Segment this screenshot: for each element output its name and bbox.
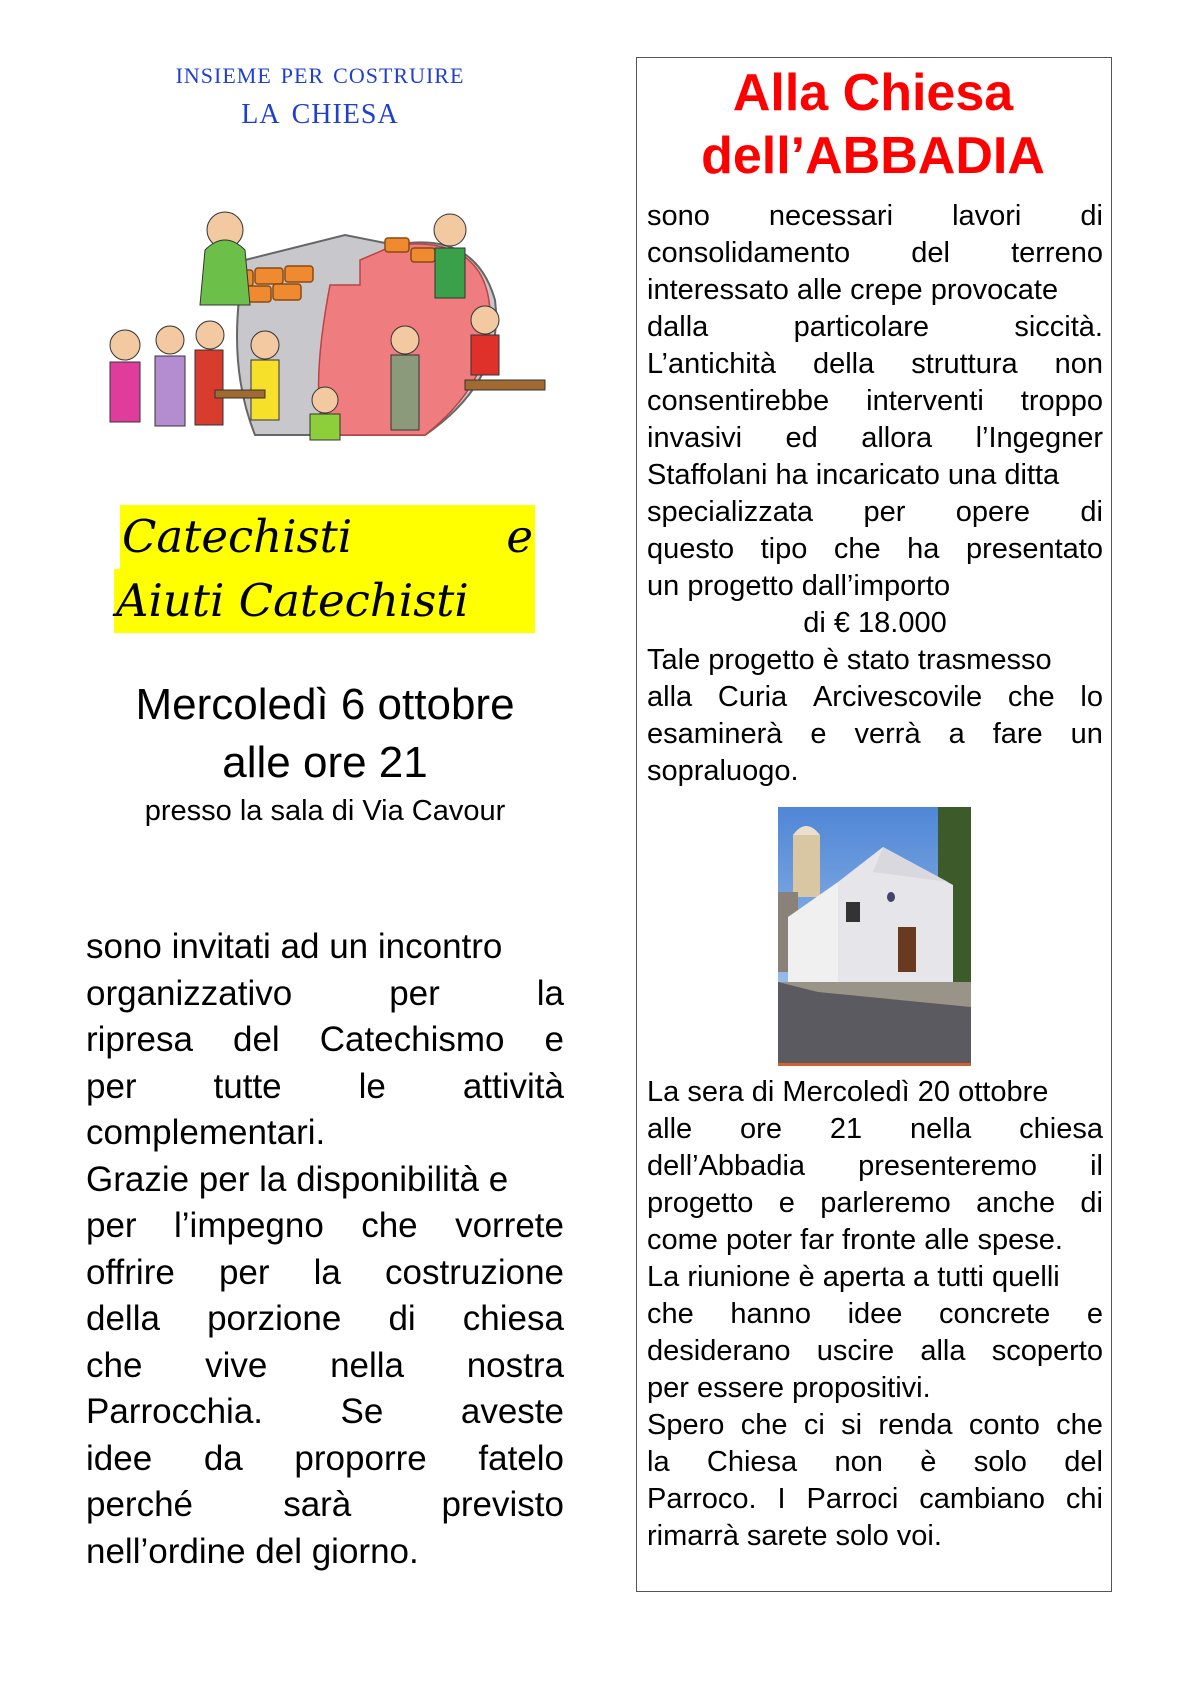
text-word: offrire	[86, 1252, 175, 1292]
text-word: dalla	[647, 311, 709, 343]
text-word: interessato alle crepe provocate	[647, 274, 1059, 306]
event-time: alle ore 21	[222, 738, 428, 787]
text-line	[647, 1481, 1103, 1518]
header-line-2: la chiesa	[241, 87, 399, 132]
text-word: fare	[992, 718, 1043, 750]
text-line	[86, 1017, 564, 1064]
text-word: sarà	[283, 1485, 352, 1524]
text-word: dell’Abbadia	[647, 1150, 806, 1182]
text-word: interventi	[866, 385, 984, 417]
church-photo-icon	[778, 807, 971, 1063]
text-line	[647, 1296, 1103, 1333]
text-word: la	[647, 1446, 670, 1478]
text-word: particolare	[793, 311, 930, 343]
text-word: nell’ordine del giorno.	[86, 1531, 419, 1571]
text-word: Spero	[647, 1409, 725, 1441]
text-line	[647, 346, 1103, 383]
event-place: presso la sala di Via Cavour	[144, 795, 506, 827]
text-word: Se	[340, 1392, 384, 1431]
text-line	[86, 971, 564, 1018]
text-word: Grazie per la disponibilità e	[86, 1159, 509, 1199]
text-word: della	[86, 1299, 160, 1338]
text-word: idee	[847, 1298, 903, 1330]
text-word: porzione	[207, 1299, 342, 1338]
text-word: I	[777, 1483, 786, 1515]
text-word: sono	[647, 200, 710, 232]
text-line	[86, 1064, 564, 1111]
text-line	[86, 924, 564, 971]
catechists-highlight-title	[116, 505, 535, 633]
text-word: La sera di Mercoledì 20 ottobre	[647, 1076, 1049, 1108]
text-word: chiesa	[462, 1299, 564, 1338]
text-line	[647, 1074, 1103, 1111]
text-word: per	[389, 973, 440, 1013]
text-word: esaminerà	[647, 718, 783, 750]
text-word: consolidamento	[647, 237, 851, 269]
text-line	[647, 1222, 1103, 1259]
text-word: del	[1064, 1446, 1103, 1478]
text-word: Staffolani ha incaricato una ditta	[647, 459, 1060, 491]
text-line	[647, 198, 1103, 235]
text-word: un	[1070, 718, 1103, 750]
text-word: Tale progetto è stato trasmesso	[647, 644, 1052, 676]
text-word: struttura	[911, 348, 1018, 380]
text-word: parleremo	[820, 1187, 951, 1219]
text-word: Chiesa	[706, 1446, 798, 1478]
text-word: per	[86, 1066, 137, 1106]
text-line	[647, 753, 1103, 790]
event-date: Mercoledì 6 ottobre	[135, 680, 515, 729]
text-word: aveste	[460, 1392, 564, 1431]
text-word: che	[361, 1206, 418, 1245]
text-word: perché	[86, 1485, 194, 1524]
text-line	[647, 642, 1103, 679]
text-word: la	[313, 1252, 341, 1292]
text-word: l’Ingegner	[975, 422, 1103, 454]
header-title	[95, 56, 545, 130]
highlight-line-1	[120, 505, 535, 569]
text-word: tipo	[760, 533, 808, 565]
text-word: per essere propositivi.	[647, 1372, 931, 1404]
text-word: nella	[909, 1113, 972, 1145]
abbadia-paragraph-3	[647, 1074, 1103, 1555]
text-line	[647, 1444, 1103, 1481]
abbadia-paragraph-2	[647, 642, 1103, 790]
text-word: idee	[86, 1438, 153, 1478]
text-word: che	[740, 1409, 788, 1441]
text-line	[86, 1389, 564, 1436]
text-word: che	[86, 1345, 143, 1385]
text-word: nella	[330, 1345, 405, 1385]
text-word: conto	[968, 1409, 1040, 1441]
text-word: di	[1080, 200, 1103, 232]
text-word: il	[1090, 1150, 1103, 1182]
text-word: lo	[1080, 681, 1103, 713]
text-word: progetto	[647, 1187, 754, 1219]
header-line-1: insieme per costruire	[175, 54, 465, 90]
text-word: vorrete	[455, 1206, 564, 1245]
text-word: tutte	[213, 1066, 282, 1106]
text-line	[86, 1482, 564, 1529]
text-line	[647, 1518, 1103, 1555]
text-word: le	[358, 1066, 386, 1106]
text-word: necessari	[768, 200, 894, 232]
text-word: uscire	[816, 1335, 895, 1367]
text-line	[647, 494, 1103, 531]
illustration-icon	[95, 190, 565, 445]
text-word: si	[841, 1409, 863, 1441]
text-word: la	[536, 973, 564, 1013]
text-word: Curia	[717, 681, 788, 713]
text-word: Parroco.	[647, 1483, 757, 1515]
text-word: troppo	[1020, 385, 1103, 417]
text-word: Parroci	[806, 1483, 899, 1515]
text-word: chiesa	[1019, 1113, 1103, 1145]
text-line	[647, 1111, 1103, 1148]
text-word: verrà	[854, 718, 921, 750]
text-word: presentato	[965, 533, 1103, 565]
text-word: proporre	[294, 1438, 427, 1478]
text-word: ed	[785, 422, 818, 454]
text-word: ore	[740, 1113, 782, 1145]
text-word: siccità.	[1014, 311, 1103, 343]
text-line	[86, 1250, 564, 1297]
text-word: è	[920, 1446, 937, 1478]
text-word: hanno	[730, 1298, 812, 1330]
church-photo	[778, 807, 971, 1063]
text-word: previsto	[441, 1485, 564, 1524]
text-line	[86, 1157, 564, 1204]
text-word: anche	[976, 1187, 1056, 1219]
text-word: per	[863, 496, 906, 528]
text-word: che	[1056, 1409, 1103, 1441]
text-line	[647, 531, 1103, 568]
left-body-text	[86, 924, 564, 1575]
text-word: organizzativo	[86, 973, 293, 1013]
text-word: alle	[647, 1113, 693, 1145]
text-word: della	[812, 348, 875, 380]
text-word: cambiano	[919, 1483, 1045, 1515]
text-word: costruzione	[385, 1252, 564, 1292]
text-word: lavori	[952, 200, 1022, 232]
text-line	[647, 1185, 1103, 1222]
text-word: ha	[907, 533, 940, 565]
text-word: del	[232, 1020, 280, 1059]
text-word: del	[911, 237, 950, 269]
text-word: non	[1054, 348, 1103, 380]
text-word: nostra	[466, 1345, 564, 1385]
text-word: per	[218, 1252, 270, 1292]
text-line	[86, 1529, 564, 1576]
text-line	[86, 1343, 564, 1390]
text-word: e	[544, 1020, 564, 1059]
text-word: sopraluogo.	[647, 755, 799, 787]
text-word: ripresa	[86, 1020, 193, 1059]
text-word: L’antichità	[647, 348, 776, 380]
text-line	[647, 716, 1103, 753]
text-line	[647, 1259, 1103, 1296]
text-line	[647, 457, 1103, 494]
text-word: specializzata	[647, 496, 814, 528]
text-word: desiderano	[647, 1335, 791, 1367]
text-word: presenteremo	[858, 1150, 1038, 1182]
text-line	[647, 679, 1103, 716]
event-datetime	[85, 676, 565, 792]
highlight-word-catechisti: Catechisti	[122, 510, 353, 563]
text-word: questo	[647, 533, 735, 565]
text-word: rimarrà sarete solo voi.	[647, 1520, 942, 1552]
text-word: e	[778, 1187, 795, 1219]
text-line	[86, 1436, 564, 1483]
text-word: attività	[462, 1066, 564, 1106]
text-word: che	[1007, 681, 1055, 713]
text-word: terreno	[1011, 237, 1103, 269]
abbadia-title-line-2: dell’ABBADIA	[701, 127, 1045, 185]
highlight-line-2: Aiuti Catechisti	[114, 569, 535, 633]
text-word: scoperto	[991, 1335, 1103, 1367]
text-line	[647, 568, 1103, 605]
text-word: alla	[920, 1335, 966, 1367]
text-word: a	[948, 718, 965, 750]
text-word: 21	[829, 1113, 863, 1145]
text-line	[647, 383, 1103, 420]
text-word: La riunione è aperta a tutti quelli	[647, 1261, 1060, 1293]
text-word: non	[834, 1446, 883, 1478]
abbadia-body-text	[647, 198, 1103, 790]
text-word: sono invitati ad un incontro	[86, 927, 503, 966]
text-word: vive	[205, 1345, 268, 1385]
text-line	[86, 1110, 564, 1157]
text-line	[86, 1203, 564, 1250]
project-amount: di € 18.000	[803, 607, 947, 639]
text-line	[647, 1148, 1103, 1185]
text-word: complementari.	[86, 1113, 326, 1152]
text-line	[647, 309, 1103, 346]
text-word: l’impegno	[174, 1206, 324, 1245]
text-word: chi	[1065, 1483, 1103, 1515]
text-word: Parrocchia.	[86, 1392, 264, 1431]
text-word: consentirebbe	[647, 385, 830, 417]
text-word: di	[388, 1299, 416, 1338]
abbadia-title-line-1: Alla Chiesa	[732, 64, 1014, 122]
text-word: solo	[973, 1446, 1027, 1478]
text-line	[647, 235, 1103, 272]
text-word: ci	[803, 1409, 825, 1441]
text-word: come poter far fronte alle spese.	[647, 1224, 1063, 1256]
text-word: per	[86, 1206, 137, 1245]
text-line	[647, 420, 1103, 457]
text-word: e	[810, 718, 827, 750]
text-word: da	[203, 1438, 243, 1478]
text-line	[647, 1333, 1103, 1370]
abbadia-paragraph-1	[647, 198, 1103, 605]
text-line	[647, 1370, 1103, 1407]
text-word: Arcivescovile	[812, 681, 983, 713]
text-word: opere	[955, 496, 1030, 528]
text-line	[647, 1407, 1103, 1444]
illustration-building-church	[95, 190, 565, 445]
text-word: concrete	[939, 1298, 1051, 1330]
text-line	[86, 1296, 564, 1343]
text-word: che	[647, 1298, 694, 1330]
text-word: alla	[647, 681, 693, 713]
text-word: allora	[861, 422, 933, 454]
text-word: fatelo	[478, 1438, 564, 1478]
abbadia-title	[640, 62, 1106, 188]
text-line	[647, 272, 1103, 309]
text-word: di	[1080, 496, 1103, 528]
text-word: renda	[878, 1409, 953, 1441]
photo-divider	[778, 1063, 971, 1066]
text-word: invasivi	[647, 422, 743, 454]
text-word: e	[1086, 1298, 1103, 1330]
text-word: che	[833, 533, 881, 565]
text-word: un progetto dall’importo	[647, 570, 951, 602]
highlight-word-e: e	[506, 510, 533, 563]
text-word: Catechismo	[319, 1020, 505, 1059]
text-word: di	[1080, 1187, 1103, 1219]
